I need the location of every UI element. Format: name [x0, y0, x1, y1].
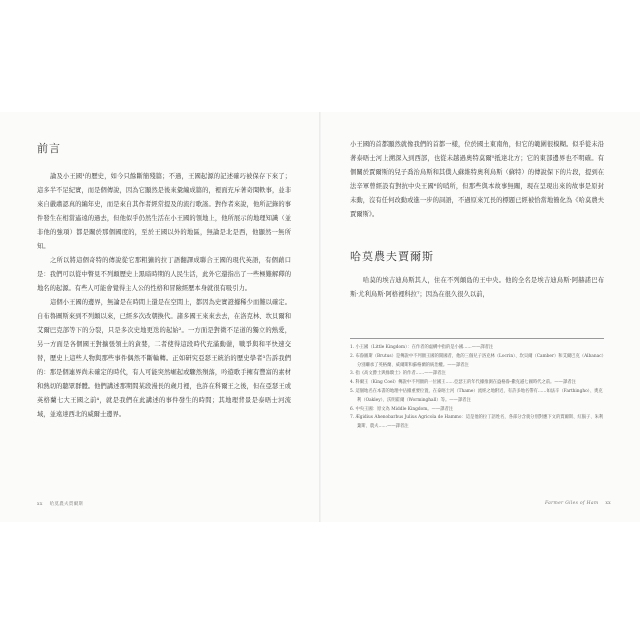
- right-page-number: xx: [605, 501, 611, 506]
- left-paragraph-2: 之所以將這個奇特的傳說從它那粗獷的拉丁語翻譯成聯合王國的現代英語，有個藉口是：我們可以從中瞥見不列顛歷史上黑暗時期的人民生活，此外它還指出了一些極難解釋的地名的起源。有些人可能會覺得主人公的性格和冒險經歷本身就很有吸引力。: [37, 257, 291, 292]
- right-paragraph-1: 小王國的首都顯然就像我們的首都一樣，位於國土東南角，但它的範圍很模糊。似乎從未沿著泰晤士河上溯深入到西部，也從未越過奧特莫爾⁵抵達北方；它的東部邊界也不明確。有個關於賈爾斯的兒子喬治烏斯和其僕人蘇維特奧利烏斯（蘇特）的傳說保下的片段，提到在法辛軍曾經設有對抗中央王國⁶的哨所，但那些與本故事無關，現在呈現出來的故事是原封未動，沒有任何改動或進一步的詞語，不過原來冗長的標題已經被恰當地簡化為《哈莫農夫賈爾斯》。: [350, 141, 604, 218]
- preface-heading: 前言: [37, 142, 61, 155]
- footnote-3: 3. 指《高文爵士與綠騎士》的作者……——譯者注: [350, 371, 446, 377]
- right-page: [321, 112, 640, 522]
- book-spread: [0, 112, 640, 522]
- right-folio: [545, 501, 611, 506]
- left-paragraph-1: 論及小王國¹的歷史，如今只餘斷簡殘篇；不過，王國起源的記述確巧被保存下來了；這多半不足紀實，而是個傳說，因為它顯然是後來彙編成篇的，裡面充斥著奇聞軼事，並非來自嚴肅認真的編年史，而是來自其作者經常提及的流行歌謠。對作者來說，他所記錄的事件發生在相當遙遠的過去，但他似乎仍然生活在小王國的領地上，他所展示的地理知識（並非他的強項）都是關於那個國度的，至於王國以外的地區，無論是北是西，他顯然一無所知。: [37, 173, 291, 250]
- left-page: [0, 112, 320, 522]
- left-folio: [37, 501, 83, 507]
- right-body-text: [350, 138, 604, 222]
- footnotes: [350, 344, 604, 432]
- story-intro-paragraph: 哈莫的埃吉迪烏斯其人，住在不列顛島的王中央。他的全名是埃吉迪烏斯·阿赫諾巴布斯·尤利烏斯·阿格裡科拉⁷；因為在很久很久以前，: [350, 277, 604, 298]
- footnote-4: 4. 科爾王（King Coel）傳說中不列顛的一位國王……亞瑟王的年代據推測在盎格魯-撒克遜七國時代之前。——譯者注: [350, 380, 576, 386]
- footnote-5: 5. 這個地名在本書的地理中佔據重要位置，在泰晤士河（Thame）流經之地附近，有許多地名帶有……如法辛（Farthingho）、奧克利（Oakley）、沃明霍爾（Worminghall）等。——譯者注: [350, 388, 603, 403]
- left-body-text: [37, 170, 291, 422]
- story-intro-text: [350, 274, 604, 302]
- left-page-number: xx: [37, 502, 43, 507]
- left-paragraph-3: 這個小王國的邊界，無論是在時間上還是在空間上，都因為史實證據稀少而難以確定。自布魯圖斯來到不列顛以來，已經多次改朝換代。諸多國王來來去去，在洛克林、坎貝爾和艾爾巴克部等下的分裂，只是多次史地更迭的起始²。一方面是對微不足道的獨立的熱愛，另一方面是各個國王對擴張領土的貪婪，二者使得這段時代充滿動盪，戰爭與和平快速交替，歷史上這些人物與那些事件偶然不斷輪轉。正如研究亞瑟王統治的歷史學者³告訴我們的：那是個連界尚未確定的時代，有人可能突然崛起或驟然殞落，吟遊歌手擁有豐富的素材和熱切的聽眾群體。他們講述那期間某段漫長的歲月裡，也許在科爾王之後，但在亞瑟王或英格蘭七大王國之前⁴，就是我們在此講述的事件發生的時間；其地理背景是泰晤士河流域，並遠達西北的威爾士邊界。: [37, 299, 291, 418]
- left-running-title: 哈莫農夫賈爾斯: [49, 502, 84, 507]
- right-running-title: Farmer Giles of Ham: [544, 501, 599, 506]
- footnote-2: 2. 布魯圖斯（Brutus）是傳說中不列顛王國的開國者，他的三個兒子洛克林（Locrin）、坎貝爾（Camber）和艾爾巴克（Albanac）分別繼承了英格蘭、威爾斯和蘇格蘭的統治權。——譯者注: [350, 353, 604, 368]
- footnote-1: 1. 小王國（Little Kingdom）：在作者的虛構中指的是小國……——譯者注: [350, 345, 494, 350]
- footnote-rule: [350, 338, 604, 339]
- story-heading: 哈莫農夫賈爾斯: [350, 250, 434, 263]
- footnote-6: 6. 中央王國：原文為 Middle Kingdom。——譯者注: [350, 406, 454, 412]
- footnote-7: 7. Ægidius Ahenobarbus Julius Agricola de Hammo：這是他的拉丁語姓名，各部分含義分別對應下文的賈爾斯、紅鬍子、朱利葉斯、農夫……——譯者注: [350, 415, 604, 430]
